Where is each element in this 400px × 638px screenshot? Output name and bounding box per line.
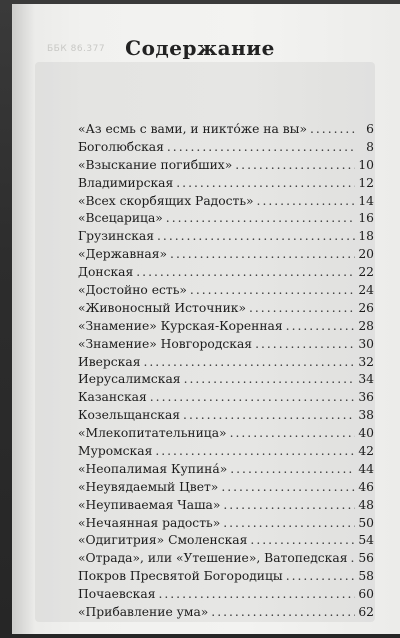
toc-leader-dots [170, 246, 355, 264]
toc-entry [78, 336, 374, 354]
toc-entry-page-number: 50 [358, 515, 374, 530]
toc-leader-dots [183, 407, 355, 425]
toc-leader-dots [223, 515, 355, 533]
toc-entry-title: «Прибавление ума» [78, 605, 209, 620]
toc-leader-dots [157, 228, 355, 246]
toc-entry-title: Иерусалимская [78, 372, 181, 387]
toc-leader-dots [350, 550, 355, 568]
toc-entry-title: Почаевская [78, 587, 156, 602]
toc-entry-page-number: 24 [358, 283, 374, 298]
toc-entry [78, 568, 374, 586]
toc-leader-dots [223, 497, 355, 515]
toc-entry-title: «Всех скорбящих Радость» [78, 193, 254, 208]
toc-leader-dots [235, 157, 355, 175]
toc-leader-dots [310, 121, 357, 139]
toc-entry-page-number: 20 [358, 247, 374, 262]
toc-entry-title: Покров Пресвятой Богородицы [78, 569, 283, 584]
toc-leader-dots [184, 371, 356, 389]
toc-entry-page-number: 10 [358, 157, 374, 172]
toc-entry [78, 479, 374, 497]
toc-entry-page-number: 14 [358, 193, 374, 208]
page-title: Содержание [125, 36, 275, 60]
toc-leader-dots [176, 175, 355, 193]
toc-entry-page-number: 62 [358, 605, 374, 620]
toc-entry [78, 246, 374, 264]
toc-leader-dots [249, 300, 355, 318]
toc-entry-title: «Знамение» Новгородская [78, 336, 253, 351]
toc-entry-title: Боголюбская [78, 139, 164, 154]
toc-entry [78, 407, 374, 425]
toc-entry [78, 264, 374, 282]
show-through-code: ББК 86.377 [47, 44, 106, 54]
toc-entry-page-number: 18 [358, 229, 374, 244]
toc-entry-title: «Одигитрия» Смоленская [78, 533, 248, 548]
toc-entry-title: «Взыскание погибших» [78, 157, 233, 172]
toc-leader-dots [250, 532, 355, 550]
toc-leader-dots [150, 389, 356, 407]
toc-leader-dots [167, 139, 357, 157]
table-of-contents [78, 121, 374, 622]
toc-entry-page-number: 36 [358, 390, 374, 405]
toc-entry-title: Владимирская [78, 175, 174, 190]
toc-leader-dots [155, 443, 355, 461]
toc-entry-page-number: 22 [358, 265, 374, 280]
toc-entry [78, 228, 374, 246]
toc-entry-title: «Всецарица» [78, 211, 163, 226]
toc-entry-page-number: 40 [358, 426, 374, 441]
toc-entry [78, 604, 374, 622]
toc-entry-title: «Млекопитательница» [78, 426, 227, 441]
toc-entry-page-number: 58 [358, 569, 374, 584]
toc-entry [78, 443, 374, 461]
toc-leader-dots [255, 336, 355, 354]
toc-entry-title: «Неупиваемая Чаша» [78, 497, 221, 512]
toc-leader-dots [286, 318, 356, 336]
toc-leader-dots [166, 210, 356, 228]
toc-leader-dots [136, 264, 355, 282]
toc-entry-title: Донская [78, 265, 134, 280]
toc-entry-title: «Неувядаемый Цвет» [78, 479, 219, 494]
toc-entry-title: «Аз есмь с вами, и никто́же на вы» [78, 122, 307, 136]
toc-entry-title: Муромская [78, 444, 153, 459]
gutter-shadow [13, 4, 35, 634]
toc-entry [78, 389, 374, 407]
toc-entry-page-number: 30 [358, 336, 374, 351]
toc-entry-page-number: 34 [358, 372, 374, 387]
toc-entry-page-number: 8 [366, 139, 374, 154]
toc-entry-page-number: 12 [358, 175, 374, 190]
toc-entry-title: «Неопалимая Купина́» [78, 461, 228, 476]
toc-entry-page-number: 54 [358, 533, 374, 548]
toc-entry-title: Казанская [78, 390, 147, 405]
toc-entry-title: Грузинская [78, 229, 155, 244]
toc-entry [78, 550, 374, 568]
toc-entry-title: «Достойно есть» [78, 283, 187, 298]
toc-entry-title: «Живоносный Источник» [78, 300, 246, 315]
toc-entry-page-number: 6 [366, 122, 374, 136]
toc-entry-title: Козельщанская [78, 408, 181, 423]
toc-leader-dots [230, 461, 355, 479]
toc-leader-dots [257, 193, 356, 211]
toc-entry [78, 193, 374, 211]
toc-entry-title: «Нечаянная радость» [78, 515, 221, 530]
toc-entry-page-number: 44 [358, 461, 374, 476]
toc-entry [78, 532, 374, 550]
toc-entry [78, 497, 374, 515]
toc-entry [78, 371, 374, 389]
toc-entry [78, 139, 374, 157]
toc-entry [78, 318, 374, 336]
toc-leader-dots [190, 282, 355, 300]
toc-leader-dots [286, 568, 356, 586]
toc-entry [78, 121, 374, 139]
toc-entry [78, 210, 374, 228]
toc-entry-page-number: 48 [358, 497, 374, 512]
toc-entry-page-number: 28 [358, 318, 374, 333]
toc-entry-page-number: 16 [358, 211, 374, 226]
toc-entry-page-number: 56 [358, 551, 374, 566]
toc-entry [78, 354, 374, 372]
toc-entry-page-number: 46 [358, 479, 374, 494]
toc-leader-dots [158, 586, 355, 604]
toc-leader-dots [230, 425, 356, 443]
toc-entry [78, 586, 374, 604]
toc-leader-dots [211, 604, 355, 622]
toc-entry-title: «Державная» [78, 247, 168, 262]
toc-leader-dots [221, 479, 355, 497]
toc-entry-page-number: 26 [358, 300, 374, 315]
toc-entry-page-number: 60 [358, 587, 374, 602]
toc-entry [78, 282, 374, 300]
toc-entry-page-number: 32 [358, 354, 374, 369]
toc-entry-page-number: 42 [358, 444, 374, 459]
toc-entry [78, 157, 374, 175]
toc-entry-title: «Отрада», или «Утешение», Ватопедская [78, 551, 348, 566]
toc-entry [78, 461, 374, 479]
toc-leader-dots [143, 354, 355, 372]
toc-entry [78, 300, 374, 318]
toc-entry-title: «Знамение» Курская-Коренная [78, 318, 283, 333]
toc-entry-title: Иверская [78, 354, 141, 369]
toc-entry [78, 515, 374, 533]
toc-entry-page-number: 38 [358, 408, 374, 423]
toc-entry [78, 175, 374, 193]
toc-entry [78, 425, 374, 443]
